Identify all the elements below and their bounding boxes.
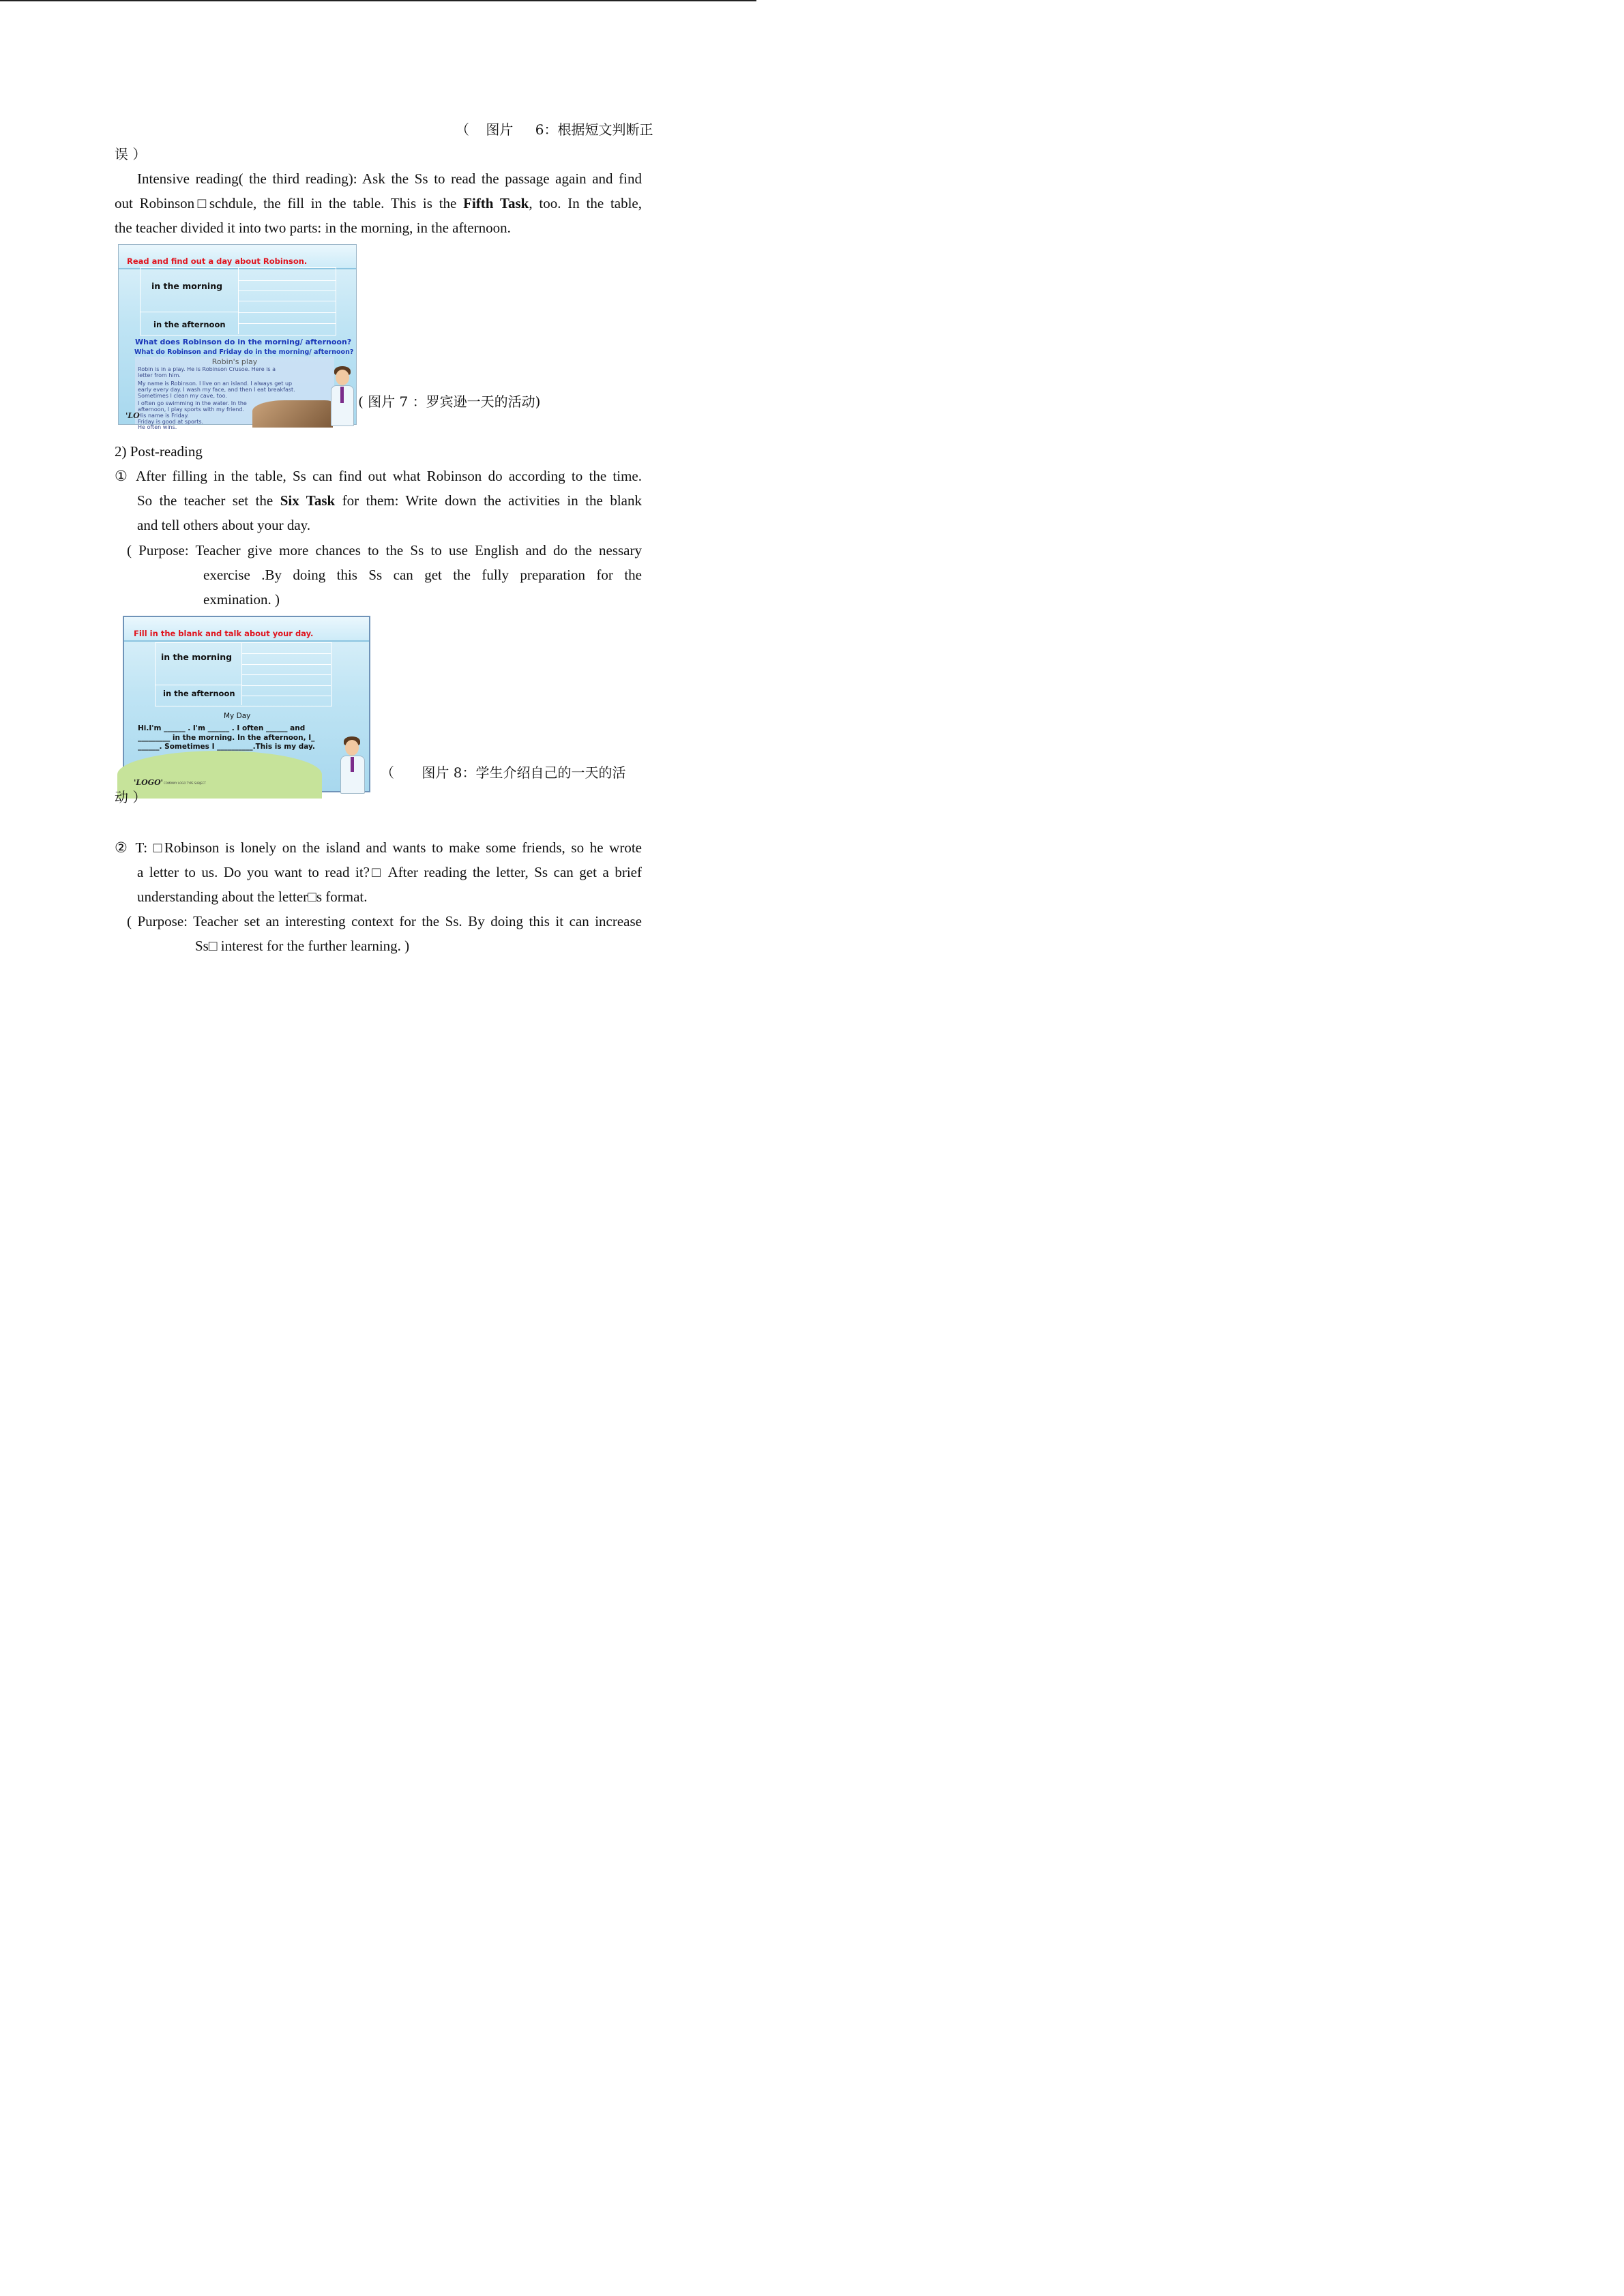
- story-title: Robin's play: [211, 357, 258, 366]
- caption-6-rest: 6：根据短文判断正: [535, 121, 653, 138]
- teacher-figure-image: [338, 736, 366, 792]
- section-heading-post-reading: 2) Post-reading: [115, 443, 203, 460]
- slide-logo-subtitle: COMPANY LOGO TYPE SUBJECT: [164, 781, 206, 785]
- row-label-afternoon: in the afternoon: [153, 320, 226, 329]
- item-2-line3: understanding about the letter□s format.: [137, 889, 368, 905]
- item-1-line3: and tell others about your day.: [137, 517, 311, 533]
- item-1-line1: ① After filling in the table, Ss can find out what Robinson do according to the time.: [115, 468, 642, 484]
- slide-title: Fill in the blank and talk about your day.: [134, 629, 314, 638]
- row-label-morning: in the morning: [151, 281, 223, 291]
- purpose-1-line1: ( Purpose: Teacher give more chances to the Ss to use English and do the nessary: [127, 542, 642, 558]
- fill-in-line-2: _________ in the morning. In the afternoon, I_: [138, 734, 315, 742]
- item-1-line2: So the teacher set the Six Task for them: Write down the activities in the blank: [137, 492, 642, 509]
- item-2-line1: ② T: □Robinson is lonely on the island and wants to make some friends, so he wrote: [115, 839, 642, 856]
- paragraph-intensive-reading-line1: Intensive reading( the third reading): Ask the Ss to read the passage again and find: [137, 170, 642, 187]
- slide-logo: 'LO: [126, 411, 140, 420]
- island-rocks-image: [252, 400, 333, 428]
- paragraph-intensive-reading-line2: out Robinson□schdule, the fill in the table. This is the Fifth Task, too. In the table,: [115, 195, 643, 211]
- figure-caption-7: ( 图片 7 ：罗宾逊一天的活动): [358, 393, 541, 410]
- question-1: What does Robinson do in the morning/ afternoon?: [135, 338, 352, 346]
- grass-hill-image: [117, 751, 322, 799]
- question-2: What do Robinson and Friday do in the morning/ afternoon?: [134, 348, 354, 356]
- story-panel: Robin's play Robin is in a play. He is Robinson Crusoe. Here is a letter from him. My name is Robinson. I live on an island. I always get up early every day. I wash my face, and then I eat breakfast. Sometimes I clean my cave, too. I often go swimming in the water. In the afternoon, I play sports with my friend. His name is Friday. Friday is good at sports. He often wins.: [135, 357, 334, 424]
- caption-6-label: 图片: [486, 121, 514, 138]
- six-task-bold: Six Task: [280, 492, 336, 509]
- fill-in-line-3: ______. Sometimes I __________.This is my day.: [138, 743, 315, 751]
- teacher-figure-image: [329, 366, 354, 425]
- purpose-1-line2: exercise .By doing this Ss can get the fully preparation for the: [203, 567, 642, 583]
- figure-caption-6: [456, 117, 653, 142]
- my-day-heading: My Day: [224, 712, 251, 720]
- purpose-1-line3: exmination. ): [203, 591, 280, 608]
- purpose-2-line1: ( Purpose: Teacher set an interesting context for the Ss. By doing this it can increase: [127, 913, 642, 929]
- paragraph-intensive-reading-line3: the teacher divided it into two parts: in the morning, in the afternoon.: [115, 220, 511, 236]
- caption-8-continuation: 动 ）: [115, 789, 147, 805]
- slide-logo: 'LOGO': [134, 778, 164, 787]
- caption-6-continuation: 误 ）: [115, 146, 147, 162]
- caption-6-open: （: [456, 121, 469, 138]
- slide-image-my-day: [123, 616, 370, 792]
- slide-image-robinson-day: [118, 244, 357, 430]
- fill-in-line-1: Hi.I'm ______ . I'm ______ . I often ______ and: [138, 724, 306, 732]
- item-2-line2: a letter to us. Do you want to read it?□ After reading the letter, Ss can get a brief: [137, 864, 642, 880]
- caption-8-rest: 图片 8：学生介绍自己的一天的活: [422, 764, 626, 781]
- page-top-border: [0, 0, 756, 1]
- caption-8-open: （: [381, 764, 394, 781]
- figure-caption-8: [381, 760, 625, 785]
- purpose-2-line2: Ss□ interest for the further learning. ): [195, 938, 410, 954]
- slide-title: Read and find out a day about Robinson.: [127, 256, 308, 266]
- fifth-task-bold: Fifth Task: [463, 195, 529, 211]
- row-label-afternoon: in the afternoon: [163, 689, 235, 698]
- row-label-morning: in the morning: [161, 652, 233, 662]
